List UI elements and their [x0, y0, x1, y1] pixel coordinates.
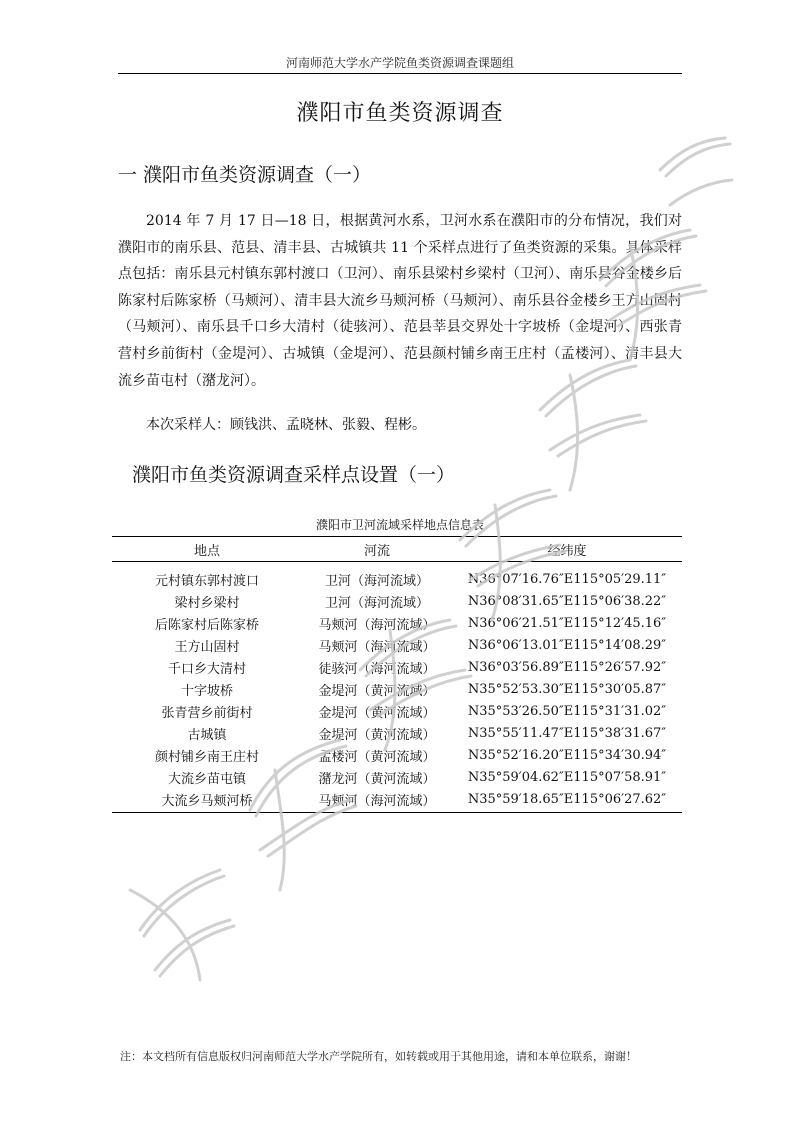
table-row: [112, 678, 682, 700]
river-cell: 马颊河（海河流域）: [302, 788, 452, 813]
table-row: [112, 744, 682, 766]
coord-cell: N35°53′26.50″E115°31′31.02″: [467, 703, 667, 719]
site-cell: 古城镇: [187, 727, 227, 743]
river-cell: 卫河（海河流域）: [324, 573, 429, 589]
coord-cell: N35°52′53.30″E115°30′05.87″: [467, 681, 667, 697]
section-heading: 一 濮阳市鱼类资源调查（一）: [118, 164, 372, 186]
table-row: [112, 700, 682, 722]
samplers-paragraph: 本次采样人：顾钱洪、孟晓林、张毅、程彬。: [146, 417, 426, 433]
header-site: 地点: [112, 537, 302, 562]
site-cell: 大流乡苗屯镇: [167, 771, 246, 787]
coord-cell: N35°52′16.20″E115°34′30.94″: [467, 747, 667, 763]
site-cell: 元村镇东郭村渡口: [154, 573, 259, 589]
coord-cell: N36°06′21.51″E115°12′45.16″: [467, 615, 667, 631]
site-cell: 千口乡大清村: [167, 661, 246, 677]
table-row: [112, 788, 682, 813]
river-cell: 卫河（海河流域）: [324, 595, 429, 611]
page-header: 河南师范大学水产学院鱼类资源调查课题组: [285, 56, 514, 70]
table-row: [112, 634, 682, 656]
table-row: [112, 656, 682, 678]
coord-cell: N36°06′13.01″E115°14′08.29″: [467, 637, 667, 653]
coord-cell: N35°59′18.65″E115°06′27.62″: [452, 788, 682, 813]
river-cell: 徒骇河（海河流域）: [318, 661, 436, 677]
coord-cell: N35°55′11.47″E115°38′31.67″: [467, 725, 667, 741]
river-cell: 金堤河（黄河流域）: [318, 683, 436, 699]
site-cell: 大流乡马颊河桥: [112, 788, 302, 813]
coord-cell: N36°08′31.65″E115°06′38.22″: [467, 593, 667, 609]
header-river: 河流: [302, 537, 452, 562]
river-cell: 孟楼河（黄河流域）: [318, 749, 436, 765]
site-cell: 梁村乡梁村: [174, 595, 240, 611]
river-cell: 金堤河（黄河流域）: [318, 727, 436, 743]
table-row: [112, 562, 682, 591]
table-row: [112, 590, 682, 612]
table-row: [112, 766, 682, 788]
river-cell: 马颊河（海河流域）: [318, 639, 436, 655]
document-title: 濮阳市鱼类资源调查: [296, 101, 504, 126]
river-cell: 潴龙河（黄河流域）: [318, 771, 436, 787]
table-row: [112, 722, 682, 744]
site-cell: 颜村铺乡南王庄村: [154, 749, 259, 765]
coord-cell: N36°07′16.76″E115°05′29.11″: [467, 571, 667, 587]
table-row: [112, 612, 682, 634]
site-cell: 后陈家村后陈家桥: [154, 617, 259, 633]
header-coordinates: 经纬度: [452, 537, 682, 562]
river-cell: 金堤河（黄河流域）: [318, 705, 436, 721]
river-cell: 马颊河（海河流域）: [318, 617, 436, 633]
table-caption: 濮阳市卫河流域采样地点信息表: [315, 518, 484, 532]
coord-cell: N36°03′56.89″E115°26′57.92″: [467, 659, 667, 675]
table-header-row: [112, 537, 682, 562]
sampling-subtitle: 濮阳市鱼类资源调查采样点设置（一）: [132, 464, 456, 486]
site-cell: 十字坡桥: [180, 683, 233, 699]
survey-paragraph: 2014 年 7 月 17 日—18 日，根据黄河水系，卫河水系在濮阳市的分布情况，我们对濮阳市的南乐县、范县、清丰县、古城镇共 11 个采样点进行了鱼类资源的采集。具体采样点包括：南乐县元村镇东郭村渡口（卫河）、南乐县梁村乡梁村（卫河）、南乐县谷金楼乡后陈家村后陈家桥（马颊河）、清丰县大流乡马颊河桥（马颊河）、南乐县谷金楼乡王方山固村（马颊河）、南乐县千口乡大清村（徒骇河）、范县莘县交界处十字坡桥（金堤河）、西张青营村乡前街村（金堤河）、古城镇（金堤河）、范县颜村铺乡南王庄村（孟楼河）、清丰县大流乡苗屯村（潴龙河）。: [118, 213, 682, 389]
coord-cell: N35°59′04.62″E115°07′58.91″: [467, 769, 667, 785]
site-cell: 王方山固村: [174, 639, 240, 655]
sampling-sites-table: [112, 536, 682, 813]
copyright-footer: 注：本文档所有信息版权归河南师范大学水产学院所有，如转载或用于其他用途，请和本单位联系，谢谢！: [120, 1050, 637, 1063]
header-rule: [118, 73, 682, 74]
site-cell: 张青营乡前街村: [161, 705, 253, 721]
